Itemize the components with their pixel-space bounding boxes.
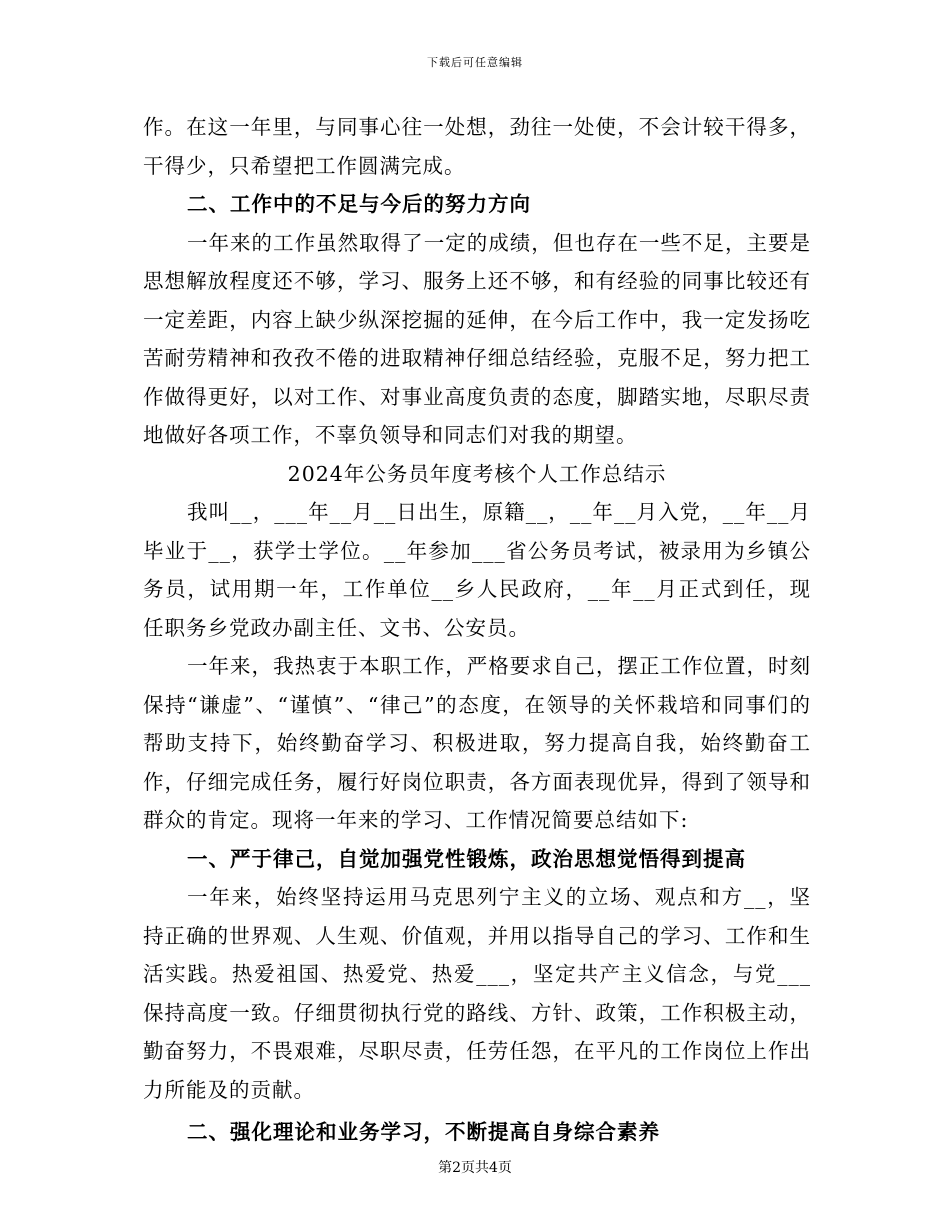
section-heading-discipline: 一、严于律己，自觉加强党性锻炼，政治思想觉悟得到提高 <box>187 846 746 871</box>
paragraph-personal-info: 我叫__，___年__月__日出生，原籍__，__年__月入党，__年__月毕业于__，获学士学位。__年参加___省公务员考试，被录用为乡镇公务员，试用期一年，工作单位__乡人民政府，__年__月正式到任，现任职务乡党政办副主任、文书、公安员。 <box>143 500 811 640</box>
paragraph-continuation: 作。在这一年里，与同事心往一处想，劲往一处使，不会计较干得多，干得少，只希望把工作圆满完成。 <box>143 115 811 178</box>
paragraph-overview: 一年来，我热衷于本职工作，严格要求自己，摆正工作位置，时刻保持“谦虚”、“谨慎”、“律己”的态度，在领导的关怀栽培和同事们的帮助支持下，始终勤奋学习、积极进取，努力提高自我，始终勤奋工作，仔细完成任务，履行好岗位职责，各方面表现优异，得到了领导和群众的肯定。现将一年来的学习、工作情况简要总结如下: <box>143 654 811 832</box>
page-header-note: 下载后可任意编辑 <box>427 56 523 69</box>
paragraph-shortcomings: 一年来的工作虽然取得了一定的成绩，但也存在一些不足，主要是思想解放程度还不够，学习、服务上还不够，和有经验的同事比较还有一定差距，内容上缺少纵深挖掘的延伸，在今后工作中，我一定发扬吃苦耐劳精神和孜孜不倦的进取精神仔细总结经验，克服不足，努力把工作做得更好，以对工作、对事业高度负责的态度，脚踏实地，尽职尽责地做好各项工作，不辜负领导和同志们对我的期望。 <box>143 230 811 447</box>
document-title: 2024年公务员年度考核个人工作总结示 <box>287 461 667 486</box>
paragraph-political: 一年来，始终坚持运用马克思列宁主义的立场、观点和方__，坚持正确的世界观、人生观、价值观，并用以指导自己的学习、工作和生活实践。热爱祖国、热爱党、热爱___，坚定共产主义信念，与党___保持高度一致。仔细贯彻执行党的路线、方针、政策，工作积极主动，勤奋努力，不畏艰难，尽职尽责，任劳任怨，在平凡的工作岗位上作出力所能及的贡献。 <box>143 885 811 1102</box>
page-number: 第2页共4页 <box>438 1160 512 1176</box>
section-heading-study: 二、强化理论和业务学习，不断提高自身综合素养 <box>187 1120 660 1144</box>
document-body <box>143 108 811 1152</box>
section-heading-shortcomings: 二、工作中的不足与今后的努力方向 <box>187 192 531 216</box>
